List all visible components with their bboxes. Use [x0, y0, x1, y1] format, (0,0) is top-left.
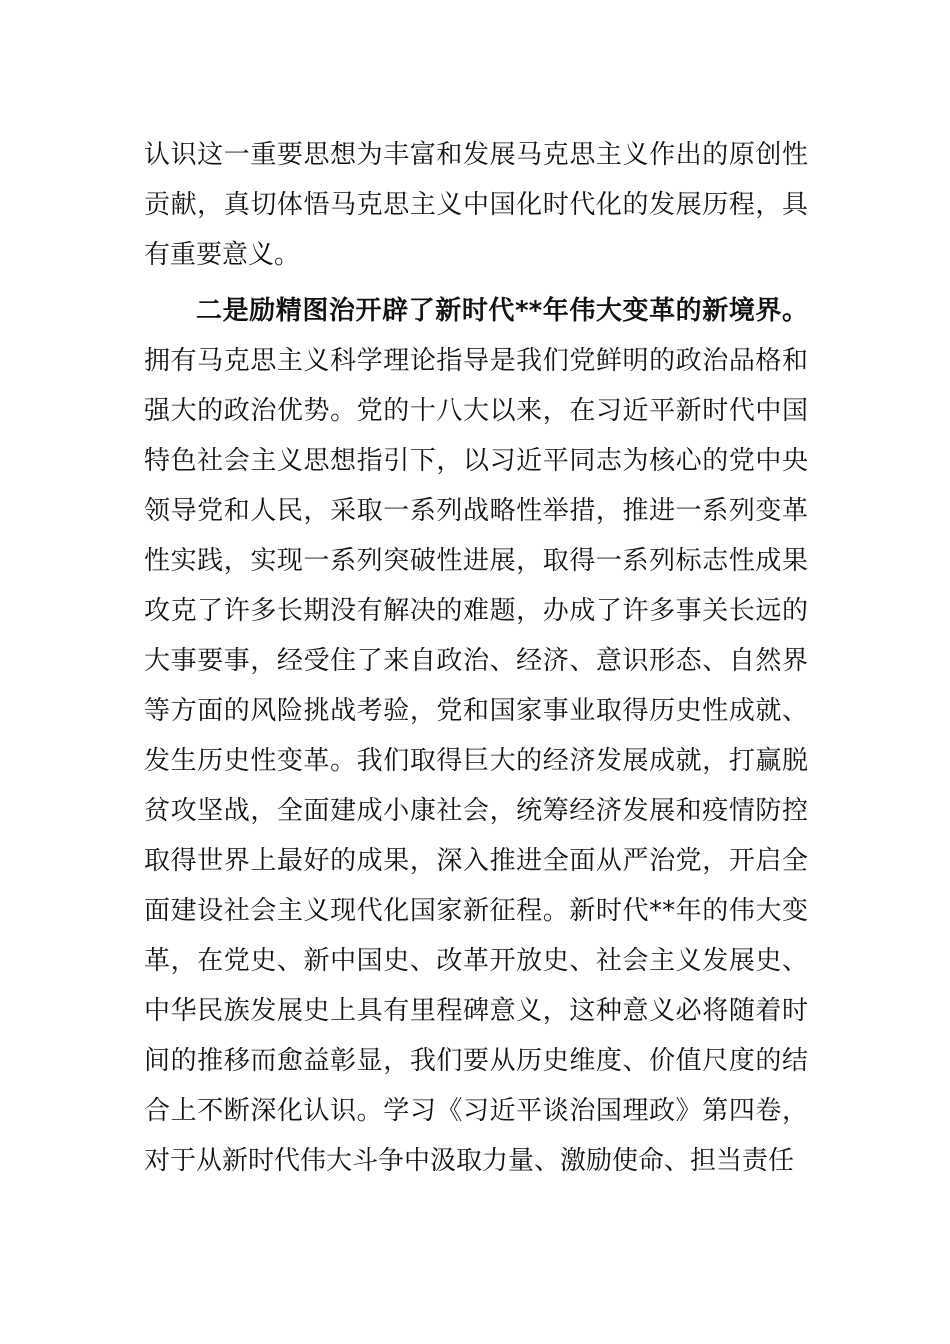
paragraph-body: 拥有马克思主义科学理论指导是我们党鲜明的政治品格和强大的政治优势。党的十八大以来，在习近平新时代中国特色社会主义思想指引下，以习近平同志为核心的党中央领导党和人民，采取一系列战略性举措，推进一系列变革性实践，实现一系列突破性进展，取得一系列标志性成果攻克了许多长期没有解决的难题，办成了许多事关长远的大事要事，经受住了来自政治、经济、意识形态、自然界等方面的风险挑战考验，党和国家事业取得历史性成就、发生历史性变革。我们取得巨大的经济发展成就，打赢脱贫攻坚战，全面建成小康社会，统筹经济发展和疫情防控取得世界上最好的成果，深入推进全面从严治党，开启全面建设社会主义现代化国家新征程。新时代**年的伟大变革，在党史、新中国史、改革开放史、社会主义发展史、中华民族发展史上具有里程碑意义，这种意义必将随着时间的推移而愈益彰显，我们要从历史维度、价值尺度的结合上不断深化认识。学习《习近平谈治国理政》第四卷，对于从新时代伟大斗争中汲取力量、激励使命、担当责任 — [144, 346, 808, 1176]
document-body — [144, 130, 808, 1186]
paragraph-continuation: 认识这一重要思想为丰富和发展马克思主义作出的原创性贡献，真切体悟马克思主义中国化时代化的发展历程，具有重要意义。 — [144, 140, 808, 270]
paragraph-heading: 二是励精图治开辟了新时代**年伟大变革的新境界。 — [196, 296, 808, 326]
paragraph-second-point — [144, 286, 808, 1186]
